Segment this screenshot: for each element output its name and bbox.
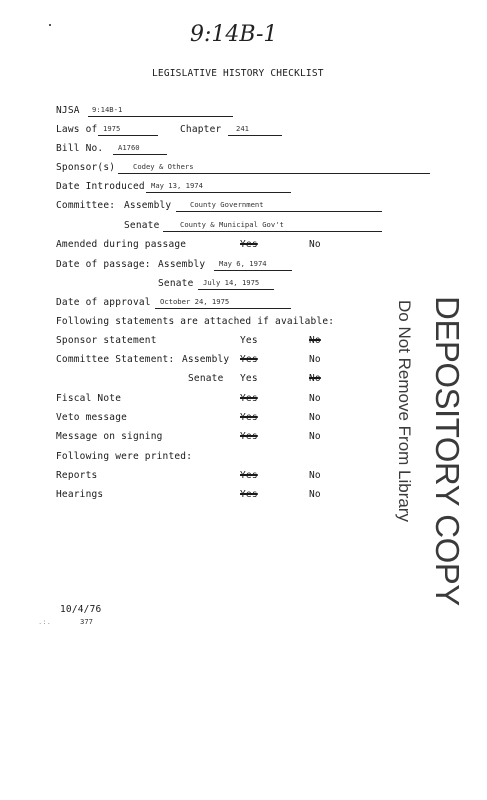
hearings-label: Hearings (56, 489, 104, 500)
chapter-label: Chapter (180, 124, 222, 135)
committee-label: Committee: (56, 200, 116, 211)
reports-label: Reports (56, 470, 98, 481)
date-introduced-underline (146, 192, 291, 193)
laws-of-value: 1975 (103, 124, 121, 133)
bill-no-label: Bill No. (56, 143, 104, 154)
committee-assembly-value: County Government (190, 200, 264, 209)
reports-no: No (309, 470, 321, 481)
date-introduced-value: May 13, 1974 (151, 181, 203, 190)
passage-senate-underline (198, 289, 274, 290)
committee-senate-value: County & Municipal Gov't (180, 220, 284, 229)
sponsor-statement-yes: Yes (240, 335, 258, 346)
date-of-approval-value: October 24, 1975 (160, 297, 230, 306)
bill-no-underline (113, 154, 167, 155)
sponsors-label: Sponsor(s) (56, 162, 116, 173)
committee-statement-senate-yes: Yes (240, 373, 258, 384)
passage-assembly-value: May 6, 1974 (219, 259, 267, 268)
veto-message-no: No (309, 412, 321, 423)
committee-statement-senate-no-struck: No (309, 373, 321, 384)
message-on-signing-no: No (309, 431, 321, 442)
amended-label: Amended during passage (56, 239, 187, 250)
footer-smudge: .:. (38, 617, 51, 626)
sponsors-underline (118, 173, 430, 174)
bill-no-value: A1760 (118, 143, 140, 152)
committee-senate-label: Senate (124, 220, 160, 231)
fiscal-note-no: No (309, 393, 321, 404)
fiscal-note-yes-struck: Yes (240, 393, 258, 404)
footer-code: 377 (80, 617, 93, 626)
message-on-signing-yes-struck: Yes (240, 431, 258, 442)
page-title: LEGISLATIVE HISTORY CHECKLIST (152, 68, 324, 79)
laws-of-label: Laws of (56, 124, 98, 135)
date-of-approval-underline (155, 308, 291, 309)
handwritten-statute-number: 9:14B-1 (190, 22, 278, 47)
veto-message-label: Veto message (56, 412, 128, 423)
chapter-value: 241 (236, 124, 249, 133)
amended-no: No (309, 239, 321, 250)
committee-assembly-underline (176, 211, 382, 212)
committee-statement-assembly-label: Assembly (182, 354, 230, 365)
njsa-label: NJSA (56, 105, 80, 116)
veto-message-yes-struck: Yes (240, 412, 258, 423)
njsa-underline (88, 116, 233, 117)
date-of-approval-label: Date of approval (56, 297, 151, 308)
hearings-no: No (309, 489, 321, 500)
date-of-passage-label: Date of passage: (56, 259, 151, 270)
sponsor-statement-no-struck: No (309, 335, 321, 346)
committee-statement-assembly-no: No (309, 354, 321, 365)
committee-statement-assembly-yes-struck: Yes (240, 354, 258, 365)
passage-senate-value: July 14, 1975 (203, 278, 260, 287)
committee-assembly-label: Assembly (124, 200, 172, 211)
amended-yes-struck: Yes (240, 239, 258, 250)
laws-of-underline (98, 135, 158, 136)
committee-statement-senate-label: Senate (188, 373, 224, 384)
depository-copy-stamp: DEPOSITORY COPY (429, 296, 466, 606)
speck (49, 24, 51, 26)
printed-heading: Following were printed: (56, 451, 193, 462)
passage-senate-label: Senate (158, 278, 194, 289)
reports-yes-struck: Yes (240, 470, 258, 481)
message-on-signing-label: Message on signing (56, 431, 163, 442)
chapter-underline (228, 135, 282, 136)
sponsors-value: Codey & Others (133, 162, 194, 171)
do-not-remove-stamp: Do Not Remove From Library (395, 300, 414, 523)
passage-assembly-underline (214, 270, 292, 271)
hearings-yes-struck: Yes (240, 489, 258, 500)
attached-heading: Following statements are attached if available: (56, 316, 335, 327)
committee-statement-label: Committee Statement: (56, 354, 175, 365)
njsa-value: 9:14B-1 (92, 105, 123, 114)
committee-senate-underline (163, 231, 382, 232)
sponsor-statement-label: Sponsor statement (56, 335, 157, 346)
passage-assembly-label: Assembly (158, 259, 206, 270)
date-introduced-label: Date Introduced (56, 181, 145, 192)
fiscal-note-label: Fiscal Note (56, 393, 122, 404)
footer-date: 10/4/76 (60, 604, 102, 615)
